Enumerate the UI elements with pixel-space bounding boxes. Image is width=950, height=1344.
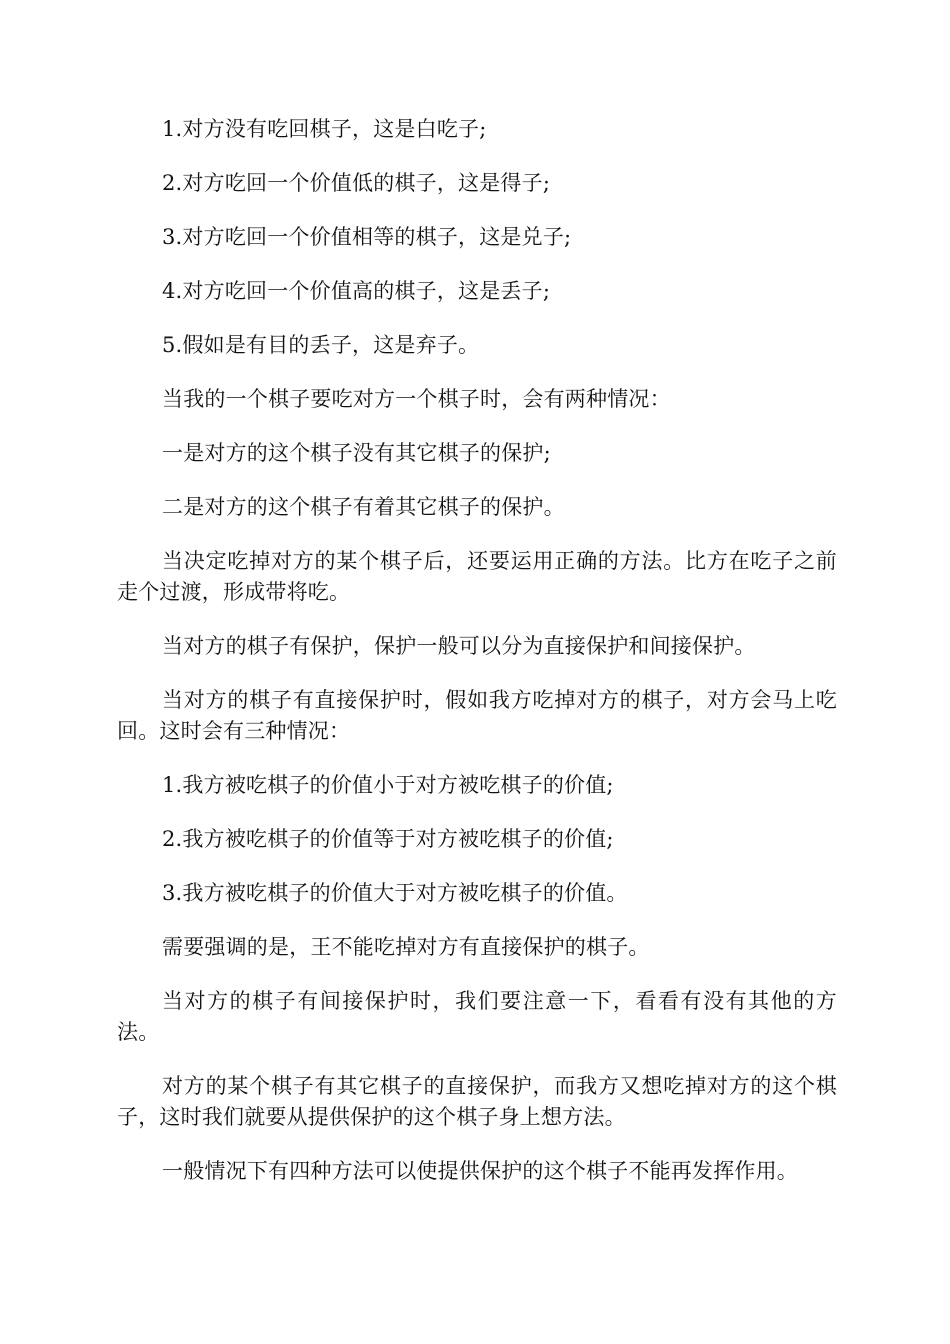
paragraph: 当对方的棋子有间接保护时，我们要注意一下，看看有没有其他的方法。 bbox=[117, 989, 837, 1044]
paragraph: 2.我方被吃棋子的价值等于对方被吃棋子的价值; bbox=[162, 827, 614, 851]
paragraph: 1.对方没有吃回棋子，这是白吃子; bbox=[162, 117, 487, 141]
paragraph: 需要强调的是，王不能吃掉对方有直接保护的棋子。 bbox=[162, 935, 650, 959]
paragraph: 一般情况下有四种方法可以使提供保护的这个棋子不能再发挥作用。 bbox=[162, 1159, 798, 1183]
document-body bbox=[117, 114, 837, 1210]
paragraph: 当我的一个棋子要吃对方一个棋子时，会有两种情况： bbox=[162, 387, 671, 411]
paragraph: 3.我方被吃棋子的价值大于对方被吃棋子的价值。 bbox=[162, 881, 628, 905]
paragraph: 二是对方的这个棋子有着其它棋子的保护。 bbox=[162, 495, 565, 519]
paragraph: 对方的某个棋子有其它棋子的直接保护，而我方又想吃掉对方的这个棋子，这时我们就要从提供保护的这个棋子身上想方法。 bbox=[117, 1074, 837, 1129]
paragraph: 2.对方吃回一个价值低的棋子，这是得子; bbox=[162, 171, 551, 195]
paragraph: 3.对方吃回一个价值相等的棋子，这是兑子; bbox=[162, 225, 572, 249]
paragraph: 当对方的棋子有保护，保护一般可以分为直接保护和间接保护。 bbox=[162, 634, 756, 658]
paragraph: 1.我方被吃棋子的价值小于对方被吃棋子的价值; bbox=[162, 773, 614, 797]
paragraph: 当决定吃掉对方的某个棋子后，还要运用正确的方法。比方在吃子之前走个过渡，形成带将吃。 bbox=[117, 549, 837, 604]
paragraph: 当对方的棋子有直接保护时，假如我方吃掉对方的棋子，对方会马上吃回。这时会有三种情况： bbox=[117, 688, 837, 743]
paragraph: 4.对方吃回一个价值高的棋子，这是丢子; bbox=[162, 279, 551, 303]
paragraph: 5.假如是有目的丢子，这是弃子。 bbox=[162, 333, 480, 357]
paragraph: 一是对方的这个棋子没有其它棋子的保护; bbox=[162, 441, 551, 465]
